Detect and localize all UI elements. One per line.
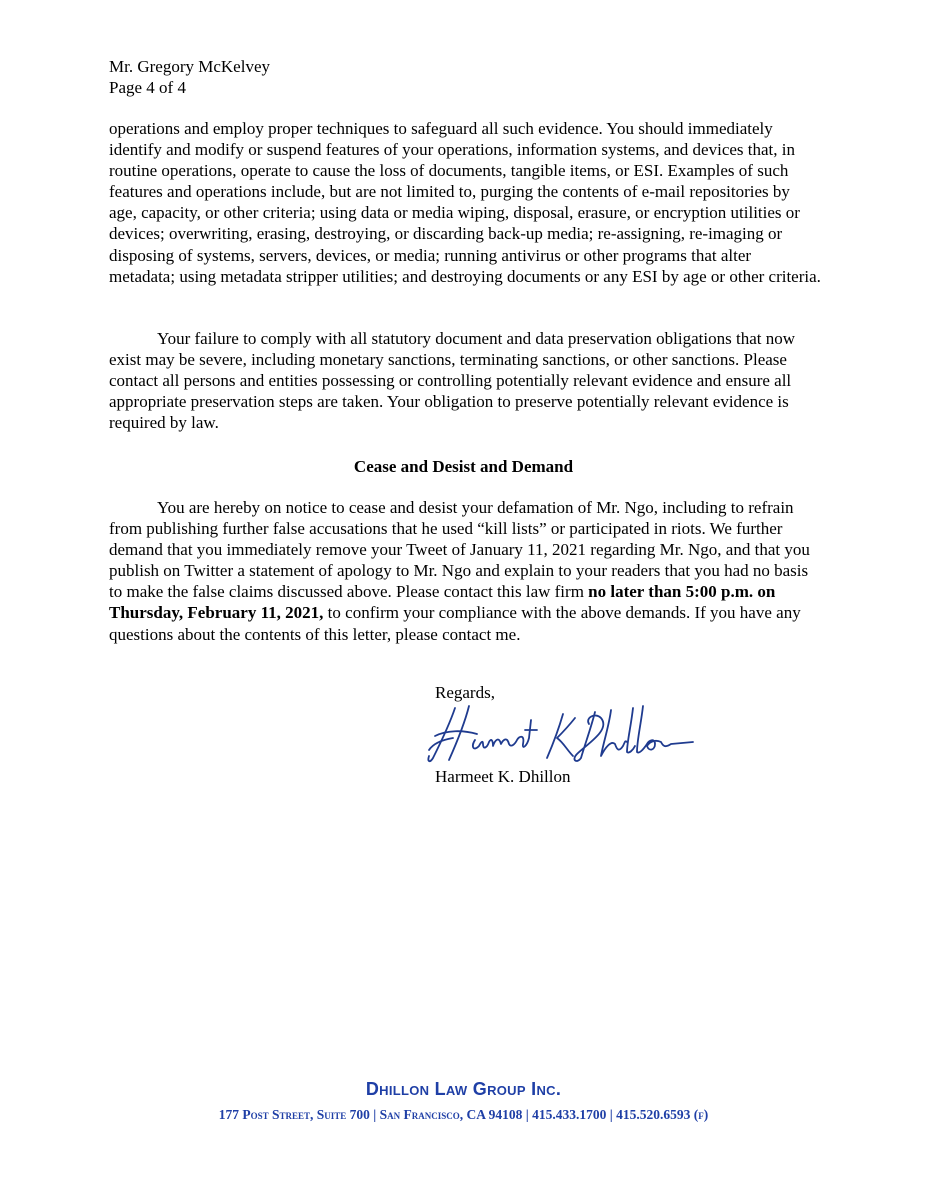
page-number: Page 4 of 4 — [109, 78, 186, 97]
recipient-name: Mr. Gregory McKelvey — [109, 57, 270, 76]
closing-salutation: Regards, — [435, 683, 495, 702]
firm-address: 177 Post Street, Suite 700 | San Francisco, CA 94108 | 415.433.1700 | 415.520.6593 (f) — [218, 1107, 709, 1122]
paragraph-preservation-measures: operations and employ proper techniques to safeguard all such evidence. You should immediately identify and modify or suspend features of your operations, information systems, and devices that, in routine operations, operate to cause the loss of documents, tangible items, or ESI. Examples of such features and operations include, but are not limited to, purging the contents of e-mail repositories by age, capacity, or other criteria; using data or media wiping, disposal, erasure, or encryption utilities or devices; overwriting, erasing, destroying, or discarding back-up media; re-assigning, re-imaging or disposing of systems, servers, devices, or media; running antivirus or other programs that alter metadata; using metadata stripper utilities; and destroying documents or any ESI by age or other criteria. — [109, 119, 821, 286]
demand-text: You are hereby on notice to cease and desist your defamation of Mr. Ngo, including to refrain from publishing further false accusations that he used “kill lists” or participated in riots. We further demand that you immediately remove your Tweet of January 11, 2021 regarding Mr. Ngo, and that you publish on Twitter a statement of apology to Mr. Ngo and explain to your readers that you had no basis to make the false claims discussed above. Please contact this law firm — [109, 498, 810, 602]
letter-header — [109, 56, 270, 98]
section-heading: Cease and Desist and Demand — [353, 457, 574, 476]
paragraph-cease-and-desist — [109, 497, 821, 645]
compliance-text: to confirm your compliance with the above demands. If you have any questions about the contents of this letter, please contact me. — [109, 603, 801, 644]
signer-name: Harmeet K. Dhillon — [435, 767, 571, 786]
firm-name: Dhillon Law Group Inc. — [365, 1079, 562, 1099]
paragraph-failure-to-comply: Your failure to comply with all statutory document and data preservation obligations that now exist may be severe, including monetary sanctions, terminating sanctions, or other sanctions. Please contact all persons and entities possessing or controlling potentially relevant evidence and ensure all appropriate preservation steps are taken. Your obligation to preserve potentially relevant evidence is required by law. — [109, 329, 796, 433]
deadline-text: no later than 5:00 p.m. on Thursday, February 11, 2021, — [109, 582, 776, 623]
handwritten-signature — [425, 700, 695, 768]
